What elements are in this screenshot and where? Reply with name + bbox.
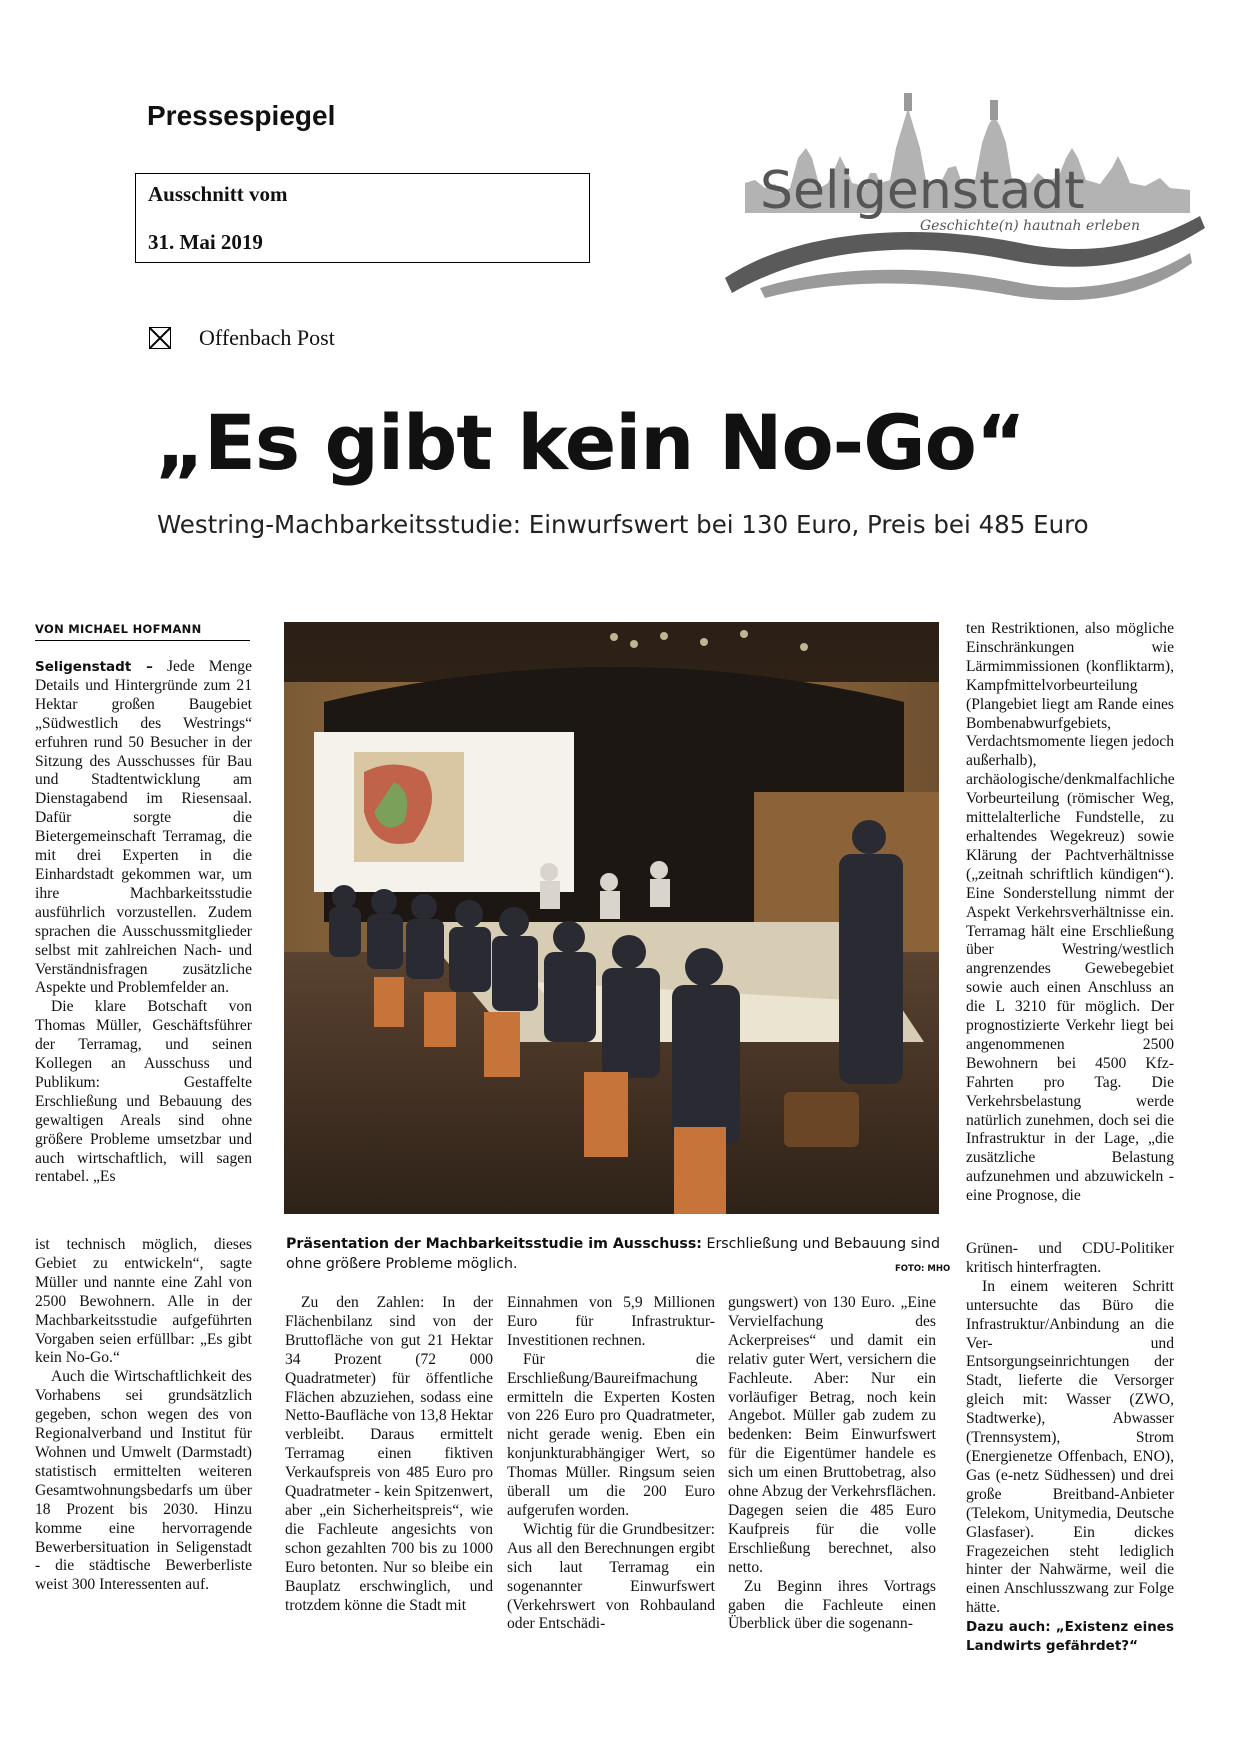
- logo-wordmark: Seligenstadt: [760, 161, 1085, 221]
- paragraph: Die klare Botschaft von Thomas Müller, Geschäftsführer der Terramag, und seinen Kollegen an Ausschuss und Publikum: Gestaffelte Erschließung und Bebauung des gewaltigen Areals sind ohne größere Probleme umsetzbar und auch wirtschaftlich, will sagen rentabel. „Es: [35, 998, 252, 1186]
- paragraph: [35, 658, 252, 998]
- paragraph: Für die Erschließung/Baureifmachung ermitteln die Experten Kosten von 226 Euro pro Quadratmeter, nicht gerade wenig. Eben ein konjunkturabhängiger Wert, so Thomas Müller. Ringsum seien überall um die 200 Euro aufgerufen worden.: [507, 1350, 715, 1519]
- checked-box-icon: [149, 327, 171, 349]
- clip-date: 31. Mai 2019: [148, 230, 263, 254]
- paragraph: Zu den Zahlen: In der Flächenbilanz sind von der Bruttofläche von gut 21 Hektar 34 Prozent (72 000 Quadratmeter) für öffentliche Flächen abzuziehen, sodass eine Netto-Baufläche von 13,8 Hektar verbleibt. Daraus ermittelt Terramag einen fiktiven Verkaufspreis von 485 Euro pro Quadratmeter - kein Spitzenwert, aber „ein Sicherheitspreis“, wie die Fachleute angesichts von schon gezahlten 700 bis zu 1000 Euro betonten. Nur so bleibe ein Bauplatz erschwinglich, und trotzdem könne die Stadt mit: [285, 1294, 493, 1614]
- column-3: [507, 1294, 715, 1634]
- column-5-top: [966, 620, 1174, 1206]
- paragraph: Zu Beginn ihres Vortrags gaben die Fachleute einen Überblick über die sogenann-: [728, 1577, 936, 1633]
- column-1-top: [35, 658, 252, 1187]
- seligenstadt-logo: [720, 88, 1210, 320]
- paragraph: Einnahmen von 5,9 Millionen Euro für Infrastruktur-Investitionen rechnen.: [507, 1294, 715, 1349]
- related-article-reference: Dazu auch: „Existenz eines Landwirts gefährdet?“: [966, 1619, 1174, 1655]
- meeting-photo: [284, 622, 939, 1214]
- logo-tagline: Geschichte(n) hautnah erleben: [920, 218, 1140, 234]
- source-name: Offenbach Post: [199, 325, 335, 350]
- clip-date-box: [135, 173, 590, 263]
- page-title: Pressespiegel: [147, 100, 336, 131]
- paragraph: Grünen- und CDU-Politiker kritisch hinterfragten.: [966, 1240, 1174, 1276]
- photo-caption: [286, 1234, 941, 1274]
- column-1-bottom: [35, 1236, 252, 1595]
- caption-lead: Präsentation der Machbarkeitsstudie im Ausschuss:: [286, 1236, 702, 1252]
- column-4: [728, 1294, 936, 1634]
- paragraph: Wichtig für die Grundbesitzer: Aus all den Berechnungen ergibt sich laut Terramag ein sogenannter Einwurfswert (Verkehrswert von Rohbauland oder Entschädi-: [507, 1520, 715, 1633]
- paragraph: gungswert) von 130 Euro. „Eine Vervielfachung des Ackerpreises“ und damit ein relativ guter Wert, versichern die Fachleute. Aber: Nur ein vorläufiger Betrag, noch kein Angebot. Müller gab zudem zu bedenken: Beim Einwurfswert für die Eigentümer handele es sich um einen Bruttobetrag, also ohne Abzug der Verkehrsflächen. Dagegen seien die 485 Euro Kaufpreis für die volle Erschließung berechnet, also netto.: [728, 1294, 936, 1576]
- paragraph-text: Jede Menge Details und Hintergründe zum 21 Hektar großen Baugebiet „Südwestlich des Westrings“ erfuhren rund 50 Besucher in der Sitzung des Ausschusses für Bau und Stadtentwicklung am Dienstagabend im Riesensaal. Dafür sorgte die Bietergemeinschaft Terramag, die mit drei Experten in die Einhardstadt gekommen war, um ihre Machbarkeitsstudie ausführlich vorzustellen. Zudem sprachen die Ausschussmitglieder selbst mit zahlreichen Nach- und Verständnisfragen zusätzliche Aspekte und Problemfelder an.: [35, 658, 252, 997]
- paragraph: ist technisch möglich, dieses Gebiet zu entwickeln“, sagte Müller und nannte eine Zahl von 2500 Bewohnern. Alle in der Machbarkeitsstudie aufgeführten Vorgaben seien erfüllbar: „Es gibt kein No-Go.“: [35, 1236, 252, 1367]
- article-subheadline: Westring-Machbarkeitsstudie: Einwurfswert bei 130 Euro, Preis bei 485 Euro: [157, 510, 1089, 539]
- paragraph: ten Restriktionen, also mögliche Einschränkungen wie Lärmimmissionen (konfliktarm), Kampfmittelvorbeurteilung (Plangebiet liegt am Rande eines Bombenabwurfgebiets, Verdachtsmomente liegen jedoch außerhalb), archäologische/denkmalfachliche Vorbeurteilung (römischer Weg, mittelalterliche Fundstelle, zu erhaltendes Wegekreuz) sowie Klärung der Pachtverhältnisse („zeitnah schriftlich kündigen“). Eine Sonderstellung nimmt der Aspekt Verkehrsverhältnisse ein. Terramag hält eine Erschließung über Westring/westlich angrenzendes Gewebegebiet sowie auch einen Anschluss an die L 3210 für möglich. Der prognostizierte Verkehr liegt bei angenommenen 2500 Bewohnern bei 4500 Kfz-Fahrten pro Tag. Die Verkehrsbelastung werde natürlich zunehmen, doch sei die Infrastruktur in der Lage, „die zusätzliche Belastung aufzunehmen und abzuwickeln - eine Prognose, die: [966, 620, 1175, 1205]
- source-row: [149, 325, 335, 351]
- article-headline: „Es gibt kein No-Go“: [155, 398, 1025, 487]
- dateline: Seligenstadt –: [35, 659, 153, 675]
- column-5-bottom: [966, 1240, 1174, 1656]
- column-2: [285, 1294, 493, 1615]
- caption-text: Erschließung und Bebauung sind ohne größere Probleme möglich.: [286, 1236, 940, 1272]
- photo-credit: FOTO: MHO: [895, 1264, 951, 1274]
- paragraph: Auch die Wirtschaftlichkeit des Vorhabens sei grundsätzlich gegeben, schon wegen des von Regionalverband und Institut für Wohnen und Umwelt (Darmstadt) statistisch ermittelten weiteren Gesamtwohnungsbedarfs um über 18 Prozent bis 2030. Hinzu komme eine hervorragende Bewerbersituation in Seligenstadt - die städtische Bewerberliste weist 300 Interessenten auf.: [35, 1368, 252, 1594]
- paragraph: In einem weiteren Schritt untersuchte das Büro die Infrastruktur/Anbindung an die Ver- und Entsorgungseinrichtungen der Stadt, lieferte die Versorger gleich mit: Wasser (ZWO, Stadtwerke), Abwasser (Trennsystem), Strom (Energienetze Offenbach, ENO), Gas (e-netz Südhessen) und drei große Breitband-Anbieter (Telekom, Unitymedia, Deutsche Glasfaser). Ein dickes Fragezeichen steht lediglich hinter der Nahwärme, weil die einen Anschlusszwang zur Folge hätte.: [966, 1277, 1174, 1617]
- byline: VON MICHAEL HOFMANN: [35, 622, 250, 641]
- clip-label: Ausschnitt vom: [148, 182, 288, 206]
